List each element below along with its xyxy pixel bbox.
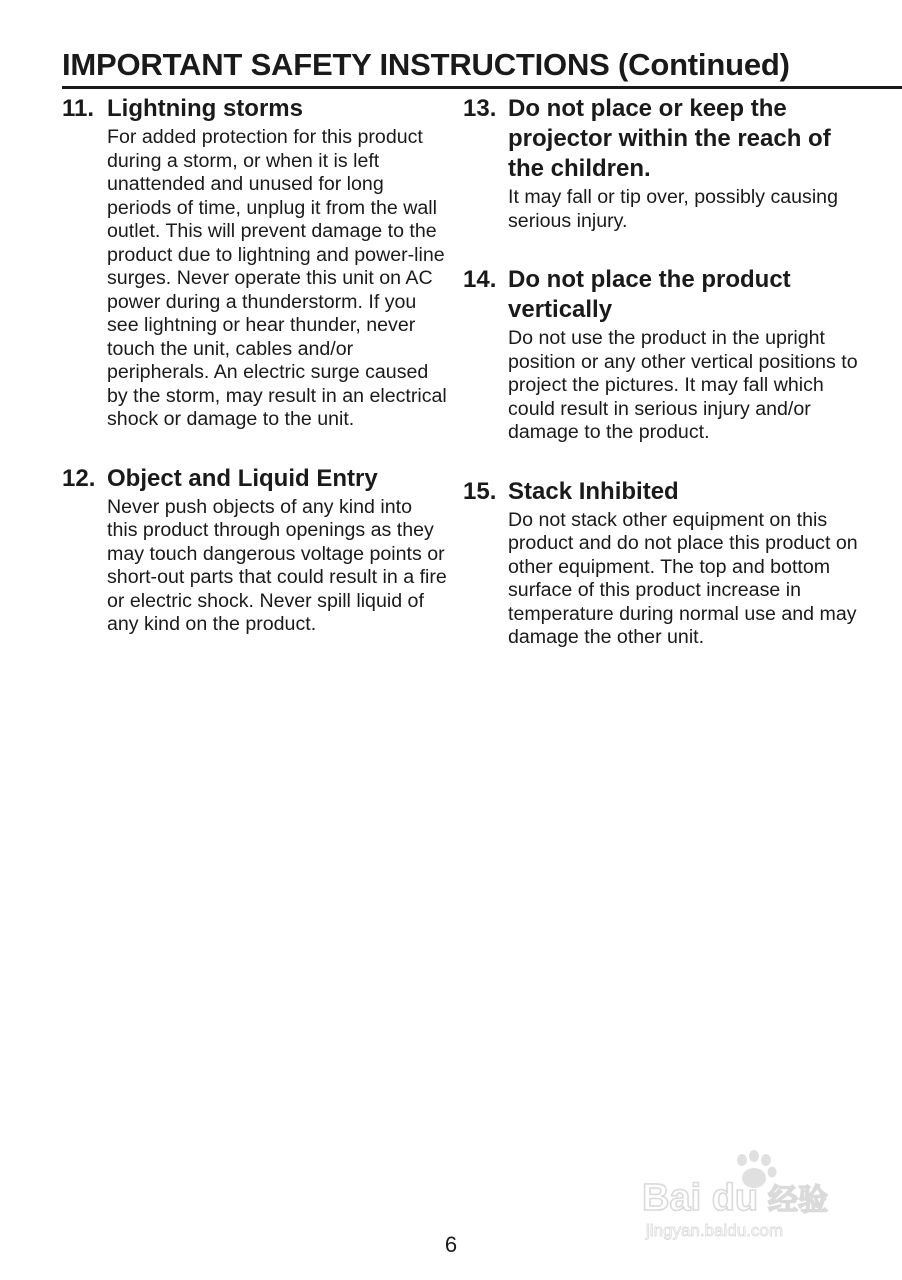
section-heading: Lightning storms: [107, 95, 303, 122]
left-column: [62, 94, 447, 669]
watermark-brand-cn: 经验: [768, 1184, 828, 1217]
section-heading: Object and Liquid Entry: [107, 464, 378, 492]
section-heading: Stack Inhibited: [508, 477, 679, 505]
section-heading: Do not place the product vertically: [508, 266, 791, 323]
section-heading: Do not place or keep the projector within the reach of the children.: [508, 95, 831, 182]
page-number: 6: [444, 1232, 458, 1257]
section-number: 15.: [463, 477, 497, 505]
baidu-watermark: [640, 1148, 850, 1244]
page-title: IMPORTANT SAFETY INSTRUCTIONS (Continued): [62, 47, 790, 82]
section-object-liquid-entry: [62, 464, 447, 637]
section-children-reach: [463, 94, 863, 233]
section-number: 13.: [463, 95, 497, 122]
section-body: For added protection for this product during a storm, or when it is left unattended and unused for long periods of time, unplug it from the wall outlet. This will prevent damage to the product due to lightning and power-line surges. Never operate this unit on AC power during a thunderstorm. If you see lightning or hear thunder, never touch the unit, cables and/or peripherals. An electric surge caused by the storm, may result in an electrical shock or damage to the unit.: [107, 126, 447, 430]
watermark-url: jingyan.baidu.com: [646, 1221, 784, 1240]
section-not-vertical: [463, 265, 863, 445]
section-body: Do not use the product in the upright position or any other vertical positions to project the pictures. It may fall which could result in serious injury and/or damage to the product.: [508, 327, 858, 443]
section-lightning-storms: [62, 94, 447, 432]
section-stack-inhibited: [463, 477, 863, 650]
section-body: Do not stack other equipment on this product and do not place this product on other equipment. The top and bottom surface of this product increase in temperature during normal use and may damage the other unit.: [508, 508, 858, 648]
section-number: 11.: [62, 95, 95, 122]
right-column: [463, 94, 863, 682]
section-number: 14.: [463, 266, 497, 293]
section-body: Never push objects of any kind into this product through openings as they may touch dangerous voltage points or short-out parts that could result in a fire or electric shock. Never spill liquid of any kind on the product.: [107, 495, 447, 635]
watermark-brand: Bai du: [642, 1177, 759, 1219]
section-body: It may fall or tip over, possibly causing serious injury.: [508, 186, 838, 232]
title-divider: [62, 86, 902, 89]
section-number: 12.: [62, 464, 96, 492]
